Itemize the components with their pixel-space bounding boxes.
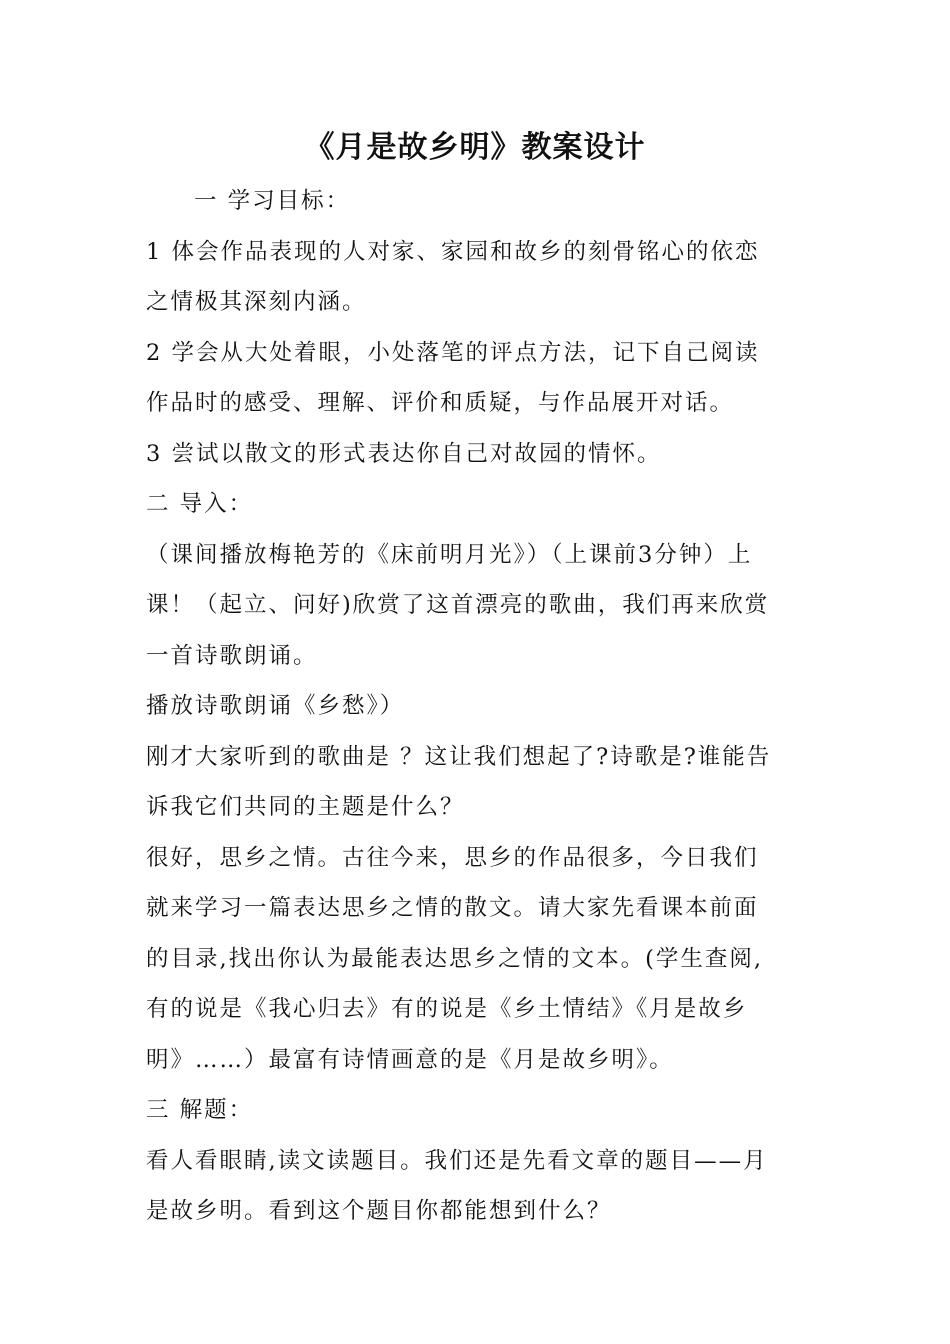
section-heading-intro: 二 导入： — [146, 491, 254, 517]
paragraph-line: （课间播放梅艳芳的《床前明月光》）（上课前3分钟）上 — [146, 541, 753, 568]
paragraph-line: 就来学习一篇表达思乡之情的散文。请大家先看课本前面 — [146, 895, 759, 921]
paragraph-line: 课！（起立、问好)欣赏了这首漂亮的歌曲，我们再来欣赏 — [146, 592, 770, 618]
paragraph-line: 之情极其深刻内涵。 — [146, 289, 367, 315]
paragraph-line: 作品时的感受、理解、评价和质疑，与作品展开对话。 — [146, 390, 735, 416]
paragraph-line: 3 尝试以散文的形式表达你自己对故园的情怀。 — [146, 440, 662, 467]
section-heading-title-analysis: 三 解题： — [146, 1097, 254, 1123]
paragraph-line: 看人看眼睛,读文读题目。我们还是先看文章的题目——月 — [146, 1147, 768, 1174]
paragraph-line: 播放诗歌朗诵《乡愁》） — [146, 693, 405, 719]
paragraph-line: 很好，思乡之情。古往今来，思乡的作品很多，今日我们 — [146, 844, 759, 871]
paragraph-line: 1 体会作品表现的人对家、家园和故乡的刻骨铭心的依恋 — [146, 238, 760, 265]
document-title: 《月是故乡明》教案设计 — [304, 130, 646, 165]
paragraph-line: 2 学会从大处着眼，小处落笔的评点方法，记下自己阅读 — [146, 339, 760, 366]
paragraph-line: 一首诗歌朗诵。 — [146, 642, 318, 669]
document-body — [146, 176, 814, 1237]
section-heading-objectives: 一 学习目标： — [194, 188, 351, 214]
paragraph-line: 诉我它们共同的主题是什么？ — [146, 794, 465, 820]
paragraph-line: 的目录,找出你认为最能表达思乡之情的文本。(学生查阅, — [146, 945, 764, 972]
paragraph-line: 刚才大家听到的歌曲是 ？这让我们想起了?诗歌是?谁能告 — [146, 743, 772, 770]
paragraph-line: 是故乡明。看到这个题目你都能想到什么？ — [146, 1198, 612, 1224]
paragraph-line: 有的说是《我心归去》有的说是《乡土情结》《月是故乡 — [146, 996, 748, 1022]
paragraph-line: 明》……）最富有诗情画意的是《月是故乡明》。 — [146, 1046, 674, 1073]
